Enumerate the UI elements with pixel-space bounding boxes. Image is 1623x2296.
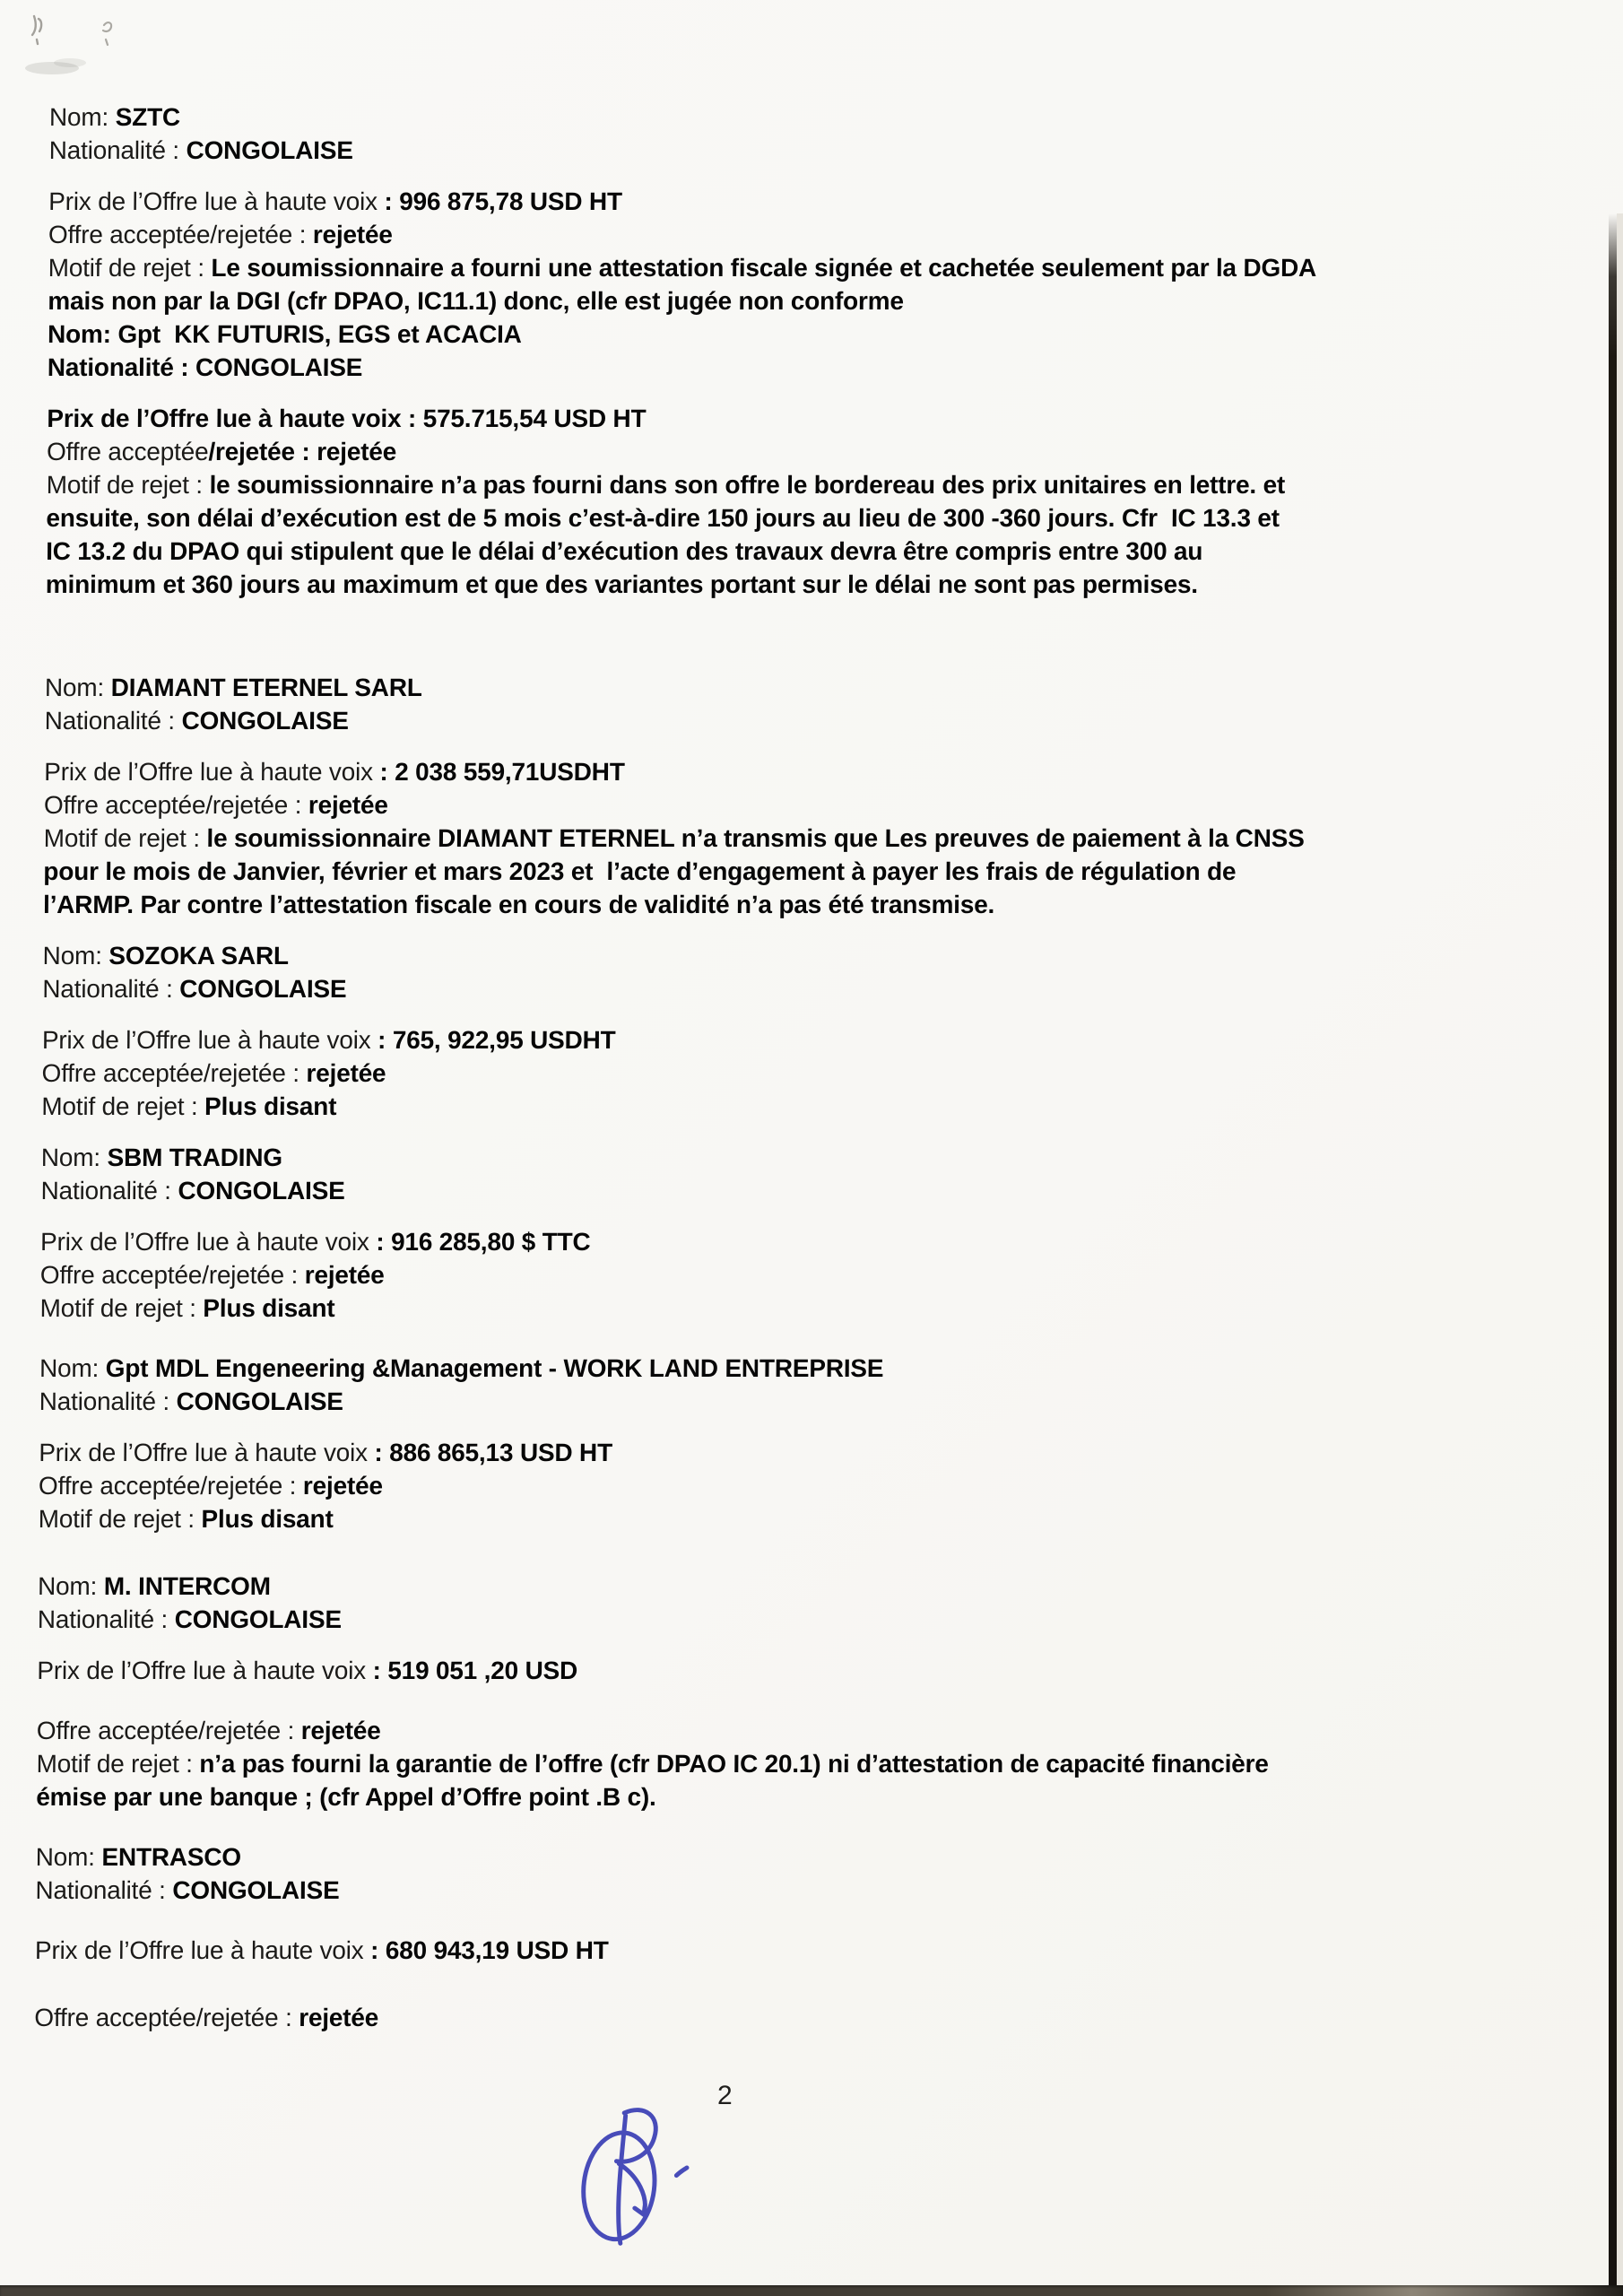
label-text: Nationalité : xyxy=(35,1876,173,1904)
text-line xyxy=(39,1436,1584,1469)
value-text: mais non par la DGI (cfr DPAO, IC11.1) donc, elle est jugée non conforme xyxy=(48,287,904,315)
label-text: Prix de l’Offre lue à haute voix xyxy=(34,1936,371,1964)
value-text: : 2 038 559,71USDHT xyxy=(379,758,625,786)
label-text: Nom: xyxy=(39,1354,106,1382)
text-line xyxy=(39,1292,1585,1325)
value-text: ensuite, son délai d’exécution est de 5 mois c’est-à-dire 150 jours au lieu de 300 -360 jours. Cfr IC 13.3 et xyxy=(46,504,1280,532)
offer-block xyxy=(46,317,1593,601)
label-text: Prix de l’Offre lue à haute voix xyxy=(44,758,380,786)
label-text: Nationalité : xyxy=(48,136,187,164)
text-line xyxy=(47,468,1593,501)
value-text: Nom: Gpt KK FUTURIS, EGS et ACACIA xyxy=(47,320,522,348)
label-text: Offre acceptée/rejetée : xyxy=(41,1059,307,1087)
label-text: Motif de rejet : xyxy=(38,1505,202,1533)
text-line xyxy=(36,1747,1582,1780)
label-text: Nationalité : xyxy=(37,1605,175,1633)
value-text: rejetée xyxy=(312,221,393,248)
value-text: CONGOLAISE xyxy=(178,1177,345,1205)
value-text: CONGOLAISE xyxy=(181,707,349,735)
label-text: Motif de rejet : xyxy=(43,824,207,852)
text-line xyxy=(45,671,1591,704)
value-text: pour le mois de Janvier, février et mars 2023 et l’acte d’engagement à payer les frais de régulation de xyxy=(43,857,1237,885)
label-text: Nationalité : xyxy=(39,1387,177,1415)
value-text: CONGOLAISE xyxy=(174,1605,343,1633)
value-text: le soumissionnaire DIAMANT ETERNEL n’a transmis que Les preuves de paiement à la CNSS xyxy=(206,824,1305,852)
text-line xyxy=(46,568,1592,601)
value-text: Le soumissionnaire a fourni une attestation fiscale signée et cachetée seulement par la DGDA xyxy=(211,254,1317,282)
offer-block xyxy=(39,1141,1587,1325)
label-text: Motif de rejet : xyxy=(48,254,212,282)
label-text: Motif de rejet : xyxy=(41,1092,205,1120)
text-line xyxy=(39,1469,1584,1502)
scan-edge-right-margin xyxy=(1617,213,1623,2296)
label-text: Offre acceptée/rejetée : xyxy=(48,221,313,248)
value-text: ENTRASCO xyxy=(101,1843,242,1871)
value-text: Prix de l’Offre lue à haute voix : 575.715,54 USD HT xyxy=(47,404,647,432)
value-text: CONGOLAISE xyxy=(176,1387,343,1415)
text-line xyxy=(37,1714,1583,1747)
value-text: Gpt MDL Engeneering &Management - WORK LAND ENTREPRISE xyxy=(105,1354,884,1382)
text-line xyxy=(48,251,1594,284)
label-text: Motif de rejet : xyxy=(39,1294,204,1322)
text-line xyxy=(41,1141,1587,1174)
offer-block xyxy=(34,1840,1582,2034)
text-line xyxy=(42,972,1588,1005)
text-line xyxy=(39,1385,1585,1418)
text-line xyxy=(48,351,1593,384)
value-text: rejetée xyxy=(306,1059,386,1087)
text-line xyxy=(43,888,1589,921)
value-text: CONGOLAISE xyxy=(172,1876,340,1904)
text-line xyxy=(49,134,1595,167)
text-line xyxy=(35,1874,1581,1907)
value-text: M. INTERCOM xyxy=(103,1572,271,1600)
label-text: Nationalité : xyxy=(44,707,182,735)
label-text: Nom: xyxy=(48,103,116,131)
value-text: le soumissionnaire n’a pas fourni dans son offre le bordereau des prix unitaires en lettre. et xyxy=(209,471,1286,499)
value-text: Nationalité : CONGOLAISE xyxy=(47,353,363,381)
value-text: l’ARMP. Par contre l’attestation fiscale en cours de validité n’a pas été transmise. xyxy=(42,891,995,918)
label-text: Offre acceptée/rejetée : xyxy=(43,791,308,819)
value-text: minimum et 360 jours au maximum et que des variantes portant sur le délai ne sont pas permises. xyxy=(45,570,1198,598)
value-text: : 519 051 ,20 USD xyxy=(372,1657,578,1684)
signature-mark xyxy=(572,2102,716,2259)
offer-block xyxy=(41,939,1589,1123)
text-line xyxy=(47,402,1593,435)
value-text: Plus disant xyxy=(201,1505,334,1533)
label-text: Prix de l’Offre lue à haute voix xyxy=(48,187,385,215)
value-text: CONGOLAISE xyxy=(186,136,353,164)
value-text: émise par une banque ; (cfr Appel d’Offre point .B c). xyxy=(36,1783,656,1811)
offer-block xyxy=(48,100,1595,317)
value-text: SOZOKA SARL xyxy=(108,942,289,970)
label-text: Offre acceptée/rejetée : xyxy=(39,1261,305,1289)
value-text: IC 13.2 du DPAO qui stipulent que le délai d’exécution des travaux devra être compris entre 300 au xyxy=(46,537,1203,565)
label-text: Motif de rejet : xyxy=(46,471,210,499)
value-text: rejetée xyxy=(300,1717,381,1744)
text-line xyxy=(37,1654,1583,1687)
text-line xyxy=(38,1603,1584,1636)
text-line xyxy=(42,939,1588,972)
label-text: Offre acceptée/rejetée : xyxy=(38,1472,304,1500)
label-text: Nationalité : xyxy=(42,975,180,1003)
value-text: SZTC xyxy=(115,103,181,131)
text-line xyxy=(49,100,1595,134)
text-line xyxy=(48,317,1593,351)
text-line xyxy=(44,788,1590,822)
text-line xyxy=(48,284,1593,317)
label-text: Nom: xyxy=(42,942,109,970)
label-text: Nationalité : xyxy=(40,1177,178,1205)
text-line xyxy=(48,185,1594,218)
value-text: : 916 285,80 $ TTC xyxy=(376,1228,591,1256)
value-text: : 765, 922,95 USDHT xyxy=(377,1026,616,1054)
value-text: /rejetée : rejetée xyxy=(208,438,397,465)
label-text: Prix de l’Offre lue à haute voix xyxy=(41,1026,378,1054)
label-text: Nom: xyxy=(40,1144,108,1171)
text-line xyxy=(40,1225,1586,1258)
text-line xyxy=(47,435,1593,468)
label-text: Nom: xyxy=(37,1572,104,1600)
offer-block xyxy=(39,1352,1586,1535)
value-text: rejetée xyxy=(299,2004,379,2031)
text-line xyxy=(38,1570,1584,1603)
text-line xyxy=(35,1934,1581,1967)
label-text: Offre acceptée/rejetée : xyxy=(34,2004,299,2031)
value-text: rejetée xyxy=(302,1472,383,1500)
value-text: : 886 865,13 USD HT xyxy=(374,1439,613,1466)
label-text: Prix de l’Offre lue à haute voix xyxy=(39,1439,375,1466)
text-line xyxy=(48,218,1594,251)
offer-block xyxy=(36,1570,1584,1813)
label-text: Offre acceptée xyxy=(46,438,209,465)
label-text: Nom: xyxy=(44,674,111,701)
value-text: rejetée xyxy=(308,791,388,819)
text-line xyxy=(40,1258,1586,1292)
value-text: n’a pas fourni la garantie de l’offre (cfr DPAO IC 20.1) ni d’attestation de capacité financière xyxy=(199,1750,1269,1778)
value-text: CONGOLAISE xyxy=(179,975,347,1003)
text-line xyxy=(41,1090,1587,1123)
label-text: Prix de l’Offre lue à haute voix xyxy=(37,1657,373,1684)
text-line xyxy=(46,501,1592,535)
page-number: 2 xyxy=(717,2081,733,2110)
text-line xyxy=(40,1174,1586,1207)
label-text: Prix de l’Offre lue à haute voix xyxy=(40,1228,377,1256)
label-text: Offre acceptée/rejetée : xyxy=(36,1717,301,1744)
scan-edge-bottom xyxy=(0,2285,1623,2296)
value-text: DIAMANT ETERNEL SARL xyxy=(110,674,422,701)
value-text: Plus disant xyxy=(203,1294,335,1322)
text-line xyxy=(36,1840,1582,1874)
value-text: Plus disant xyxy=(204,1092,337,1120)
value-text: : 680 943,19 USD HT xyxy=(370,1936,609,1964)
value-text: : 996 875,78 USD HT xyxy=(384,187,623,215)
text-line xyxy=(41,1057,1587,1090)
value-text: rejetée xyxy=(304,1261,385,1289)
scan-edge-right xyxy=(1609,213,1617,2296)
text-line xyxy=(44,822,1590,855)
text-line xyxy=(42,1023,1588,1057)
text-line xyxy=(45,704,1591,737)
offer-block xyxy=(43,671,1591,921)
text-line xyxy=(39,1352,1585,1385)
label-text: Nom: xyxy=(35,1843,102,1871)
value-text: SBM TRADING xyxy=(107,1144,283,1171)
text-line xyxy=(34,2001,1580,2034)
text-line xyxy=(44,755,1590,788)
label-text: Motif de rejet : xyxy=(36,1750,200,1778)
text-line xyxy=(43,855,1589,888)
text-line xyxy=(46,535,1592,568)
text-line xyxy=(39,1502,1584,1535)
text-line xyxy=(36,1780,1582,1813)
